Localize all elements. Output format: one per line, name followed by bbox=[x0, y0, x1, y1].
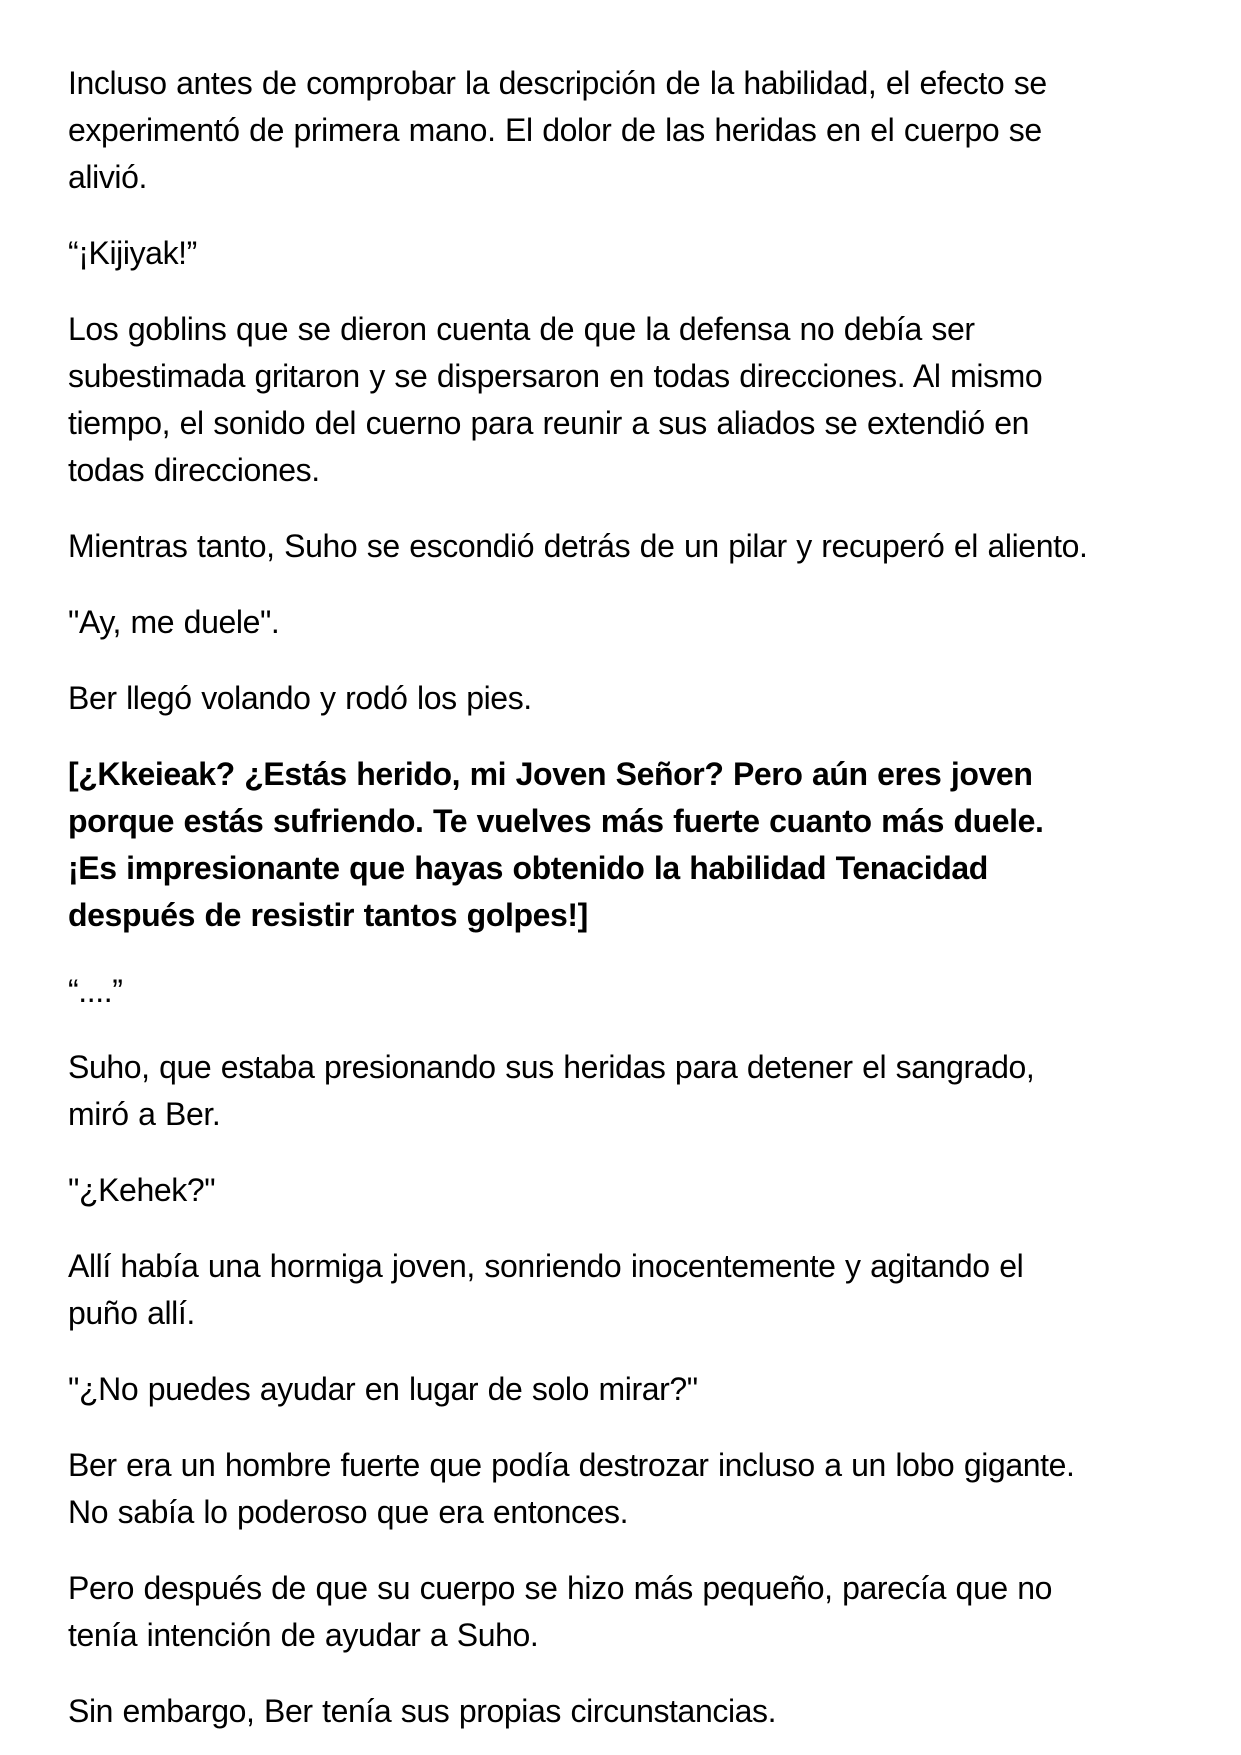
paragraph-narration-8: Pero después de que su cuerpo se hizo más pequeño, parecía que no tenía intención de ayudar a Suho. bbox=[68, 1570, 1053, 1653]
paragraph-silence-quote: “....” bbox=[68, 973, 123, 1009]
paragraph-system-message-bold: [¿Kkeieak? ¿Estás herido, mi Joven Señor? Pero aún eres joven porque estás sufriendo. Te vuelves más fuerte cuanto más duele. ¡Es impresionante que hayas obtenido la habilidad Tenacidad después de resistir tantos golpes!] bbox=[68, 756, 1044, 933]
paragraph-narration-9: Sin embargo, Ber tenía sus propias circunstancias. bbox=[68, 1693, 777, 1729]
paragraph-narration-4: Ber llegó volando y rodó los pies. bbox=[68, 680, 532, 716]
paragraph-narration-2: Los goblins que se dieron cuenta de que la defensa no debía ser subestimada gritaron y se dispersaron en todas direcciones. Al mismo tiempo, el sonido del cuerno para reunir a sus aliados se extendió en todas direcciones. bbox=[68, 311, 1043, 488]
paragraph-dialogue-ay-me-duele: "Ay, me duele". bbox=[68, 604, 280, 640]
document-content bbox=[68, 60, 1098, 1735]
paragraph-narration-7: Ber era un hombre fuerte que podía destrozar incluso a un lobo gigante. No sabía lo poderoso que era entonces. bbox=[68, 1447, 1075, 1530]
paragraph-narration-1: Incluso antes de comprobar la descripción de la habilidad, el efecto se experimentó de primera mano. El dolor de las heridas en el cuerpo se alivió. bbox=[68, 65, 1047, 195]
paragraph-dialogue-ayudar: "¿No puedes ayudar en lugar de solo mirar?" bbox=[68, 1371, 698, 1407]
paragraph-narration-6: Allí había una hormiga joven, sonriendo inocentemente y agitando el puño allí. bbox=[68, 1248, 1024, 1331]
paragraph-narration-5: Suho, que estaba presionando sus heridas para detener el sangrado, miró a Ber. bbox=[68, 1049, 1035, 1132]
paragraph-dialogue-kijiyak: “¡Kijiyak!” bbox=[68, 235, 197, 271]
paragraph-dialogue-kehek: "¿Kehek?" bbox=[68, 1172, 216, 1208]
paragraph-narration-3: Mientras tanto, Suho se escondió detrás de un pilar y recuperó el aliento. bbox=[68, 528, 1088, 564]
